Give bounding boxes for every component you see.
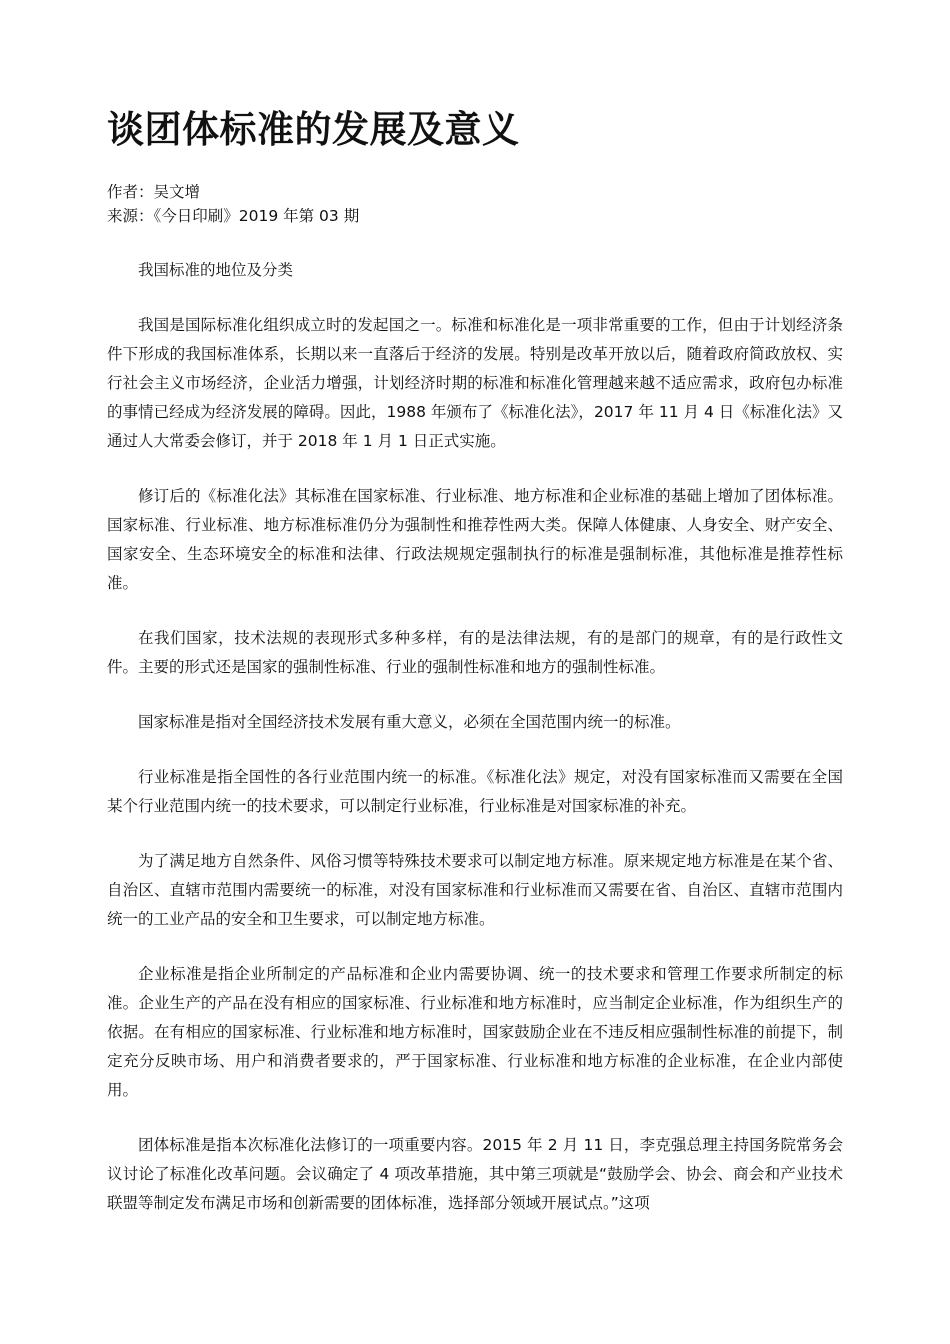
paragraph: 我国是国际标准化组织成立时的发起国之一。标准和标准化是一项非常重要的工作，但由于计划经济条件下形成的我国标准体系，长期以来一直落后于经济的发展。特别是改革开放以后，随着政府简政放权、实行社会主义市场经济，企业活力增强，计划经济时期的标准和标准化管理越来越不适应需求，政府包办标准的事情已经成为经济发展的障碍。因此，1988 年颁布了《标准化法》，2017 年 11 月 4 日《标准化法》又通过人大常委会修订，并于 2018 年 1 月 1 日正式实施。 <box>107 316 843 450</box>
source-line: 来源：《今日印刷》2019 年第 03 期 <box>107 207 360 225</box>
section-heading: 我国标准的地位及分类 <box>138 261 294 279</box>
paragraph: 在我们国家，技术法规的表现形式多种多样，有的是法律法规，有的是部门的规章，有的是行政性文件。主要的形式还是国家的强制性标准、行业的强制性标准和地方的强制性标准。 <box>107 629 843 676</box>
paragraph: 行业标准是指全国性的各行业范围内统一的标准。《标准化法》规定，对没有国家标准而又需要在全国某个行业范围内统一的技术要求，可以制定行业标准，行业标准是对国家标准的补充。 <box>107 768 843 815</box>
paragraph: 企业标准是指企业所制定的产品标准和企业内需要协调、统一的技术要求和管理工作要求所制定的标准。企业生产的产品在没有相应的国家标准、行业标准和地方标准时，应当制定企业标准，作为组织生产的依据。在有相应的国家标准、行业标准和地方标准时，国家鼓励企业在不违反相应强制性标准的前提下，制定充分反映市场、用户和消费者要求的，严于国家标准、行业标准和地方标准的企业标准，在企业内部使用。 <box>107 965 843 1099</box>
article-title: 谈团体标准的发展及意义 <box>107 108 520 151</box>
paragraph: 为了满足地方自然条件、风俗习惯等特殊技术要求可以制定地方标准。原来规定地方标准是在某个省、自治区、直辖市范围内需要统一的标准，对没有国家标准和行业标准而又需要在省、自治区、直辖市范围内统一的工业产品的安全和卫生要求，可以制定地方标准。 <box>107 852 843 928</box>
article-meta <box>107 180 843 228</box>
author-line: 作者：吴文增 <box>107 183 201 201</box>
article-body <box>107 256 843 1244</box>
paragraph: 团体标准是指本次标准化法修订的一项重要内容。2015 年 2 月 11 日，李克强总理主持国务院常务会议讨论了标准化改革问题。会议确定了 4 项改革措施，其中第三项就是“鼓励学会、协会、商会和产业技术联盟等制定发布满足市场和创新需要的团体标准，选择部分领域开展试点。”这项 <box>107 1136 843 1212</box>
paragraph: 修订后的《标准化法》其标准在国家标准、行业标准、地方标准和企业标准的基础上增加了团体标准。国家标准、行业标准、地方标准标准仍分为强制性和推荐性两大类。保障人体健康、人身安全、财产安全、国家安全、生态环境安全的标准和法律、行政法规规定强制执行的标准是强制标准，其他标准是推荐性标准。 <box>107 487 843 592</box>
paragraph: 国家标准是指对全国经济技术发展有重大意义，必须在全国范围内统一的标准。 <box>138 713 681 731</box>
